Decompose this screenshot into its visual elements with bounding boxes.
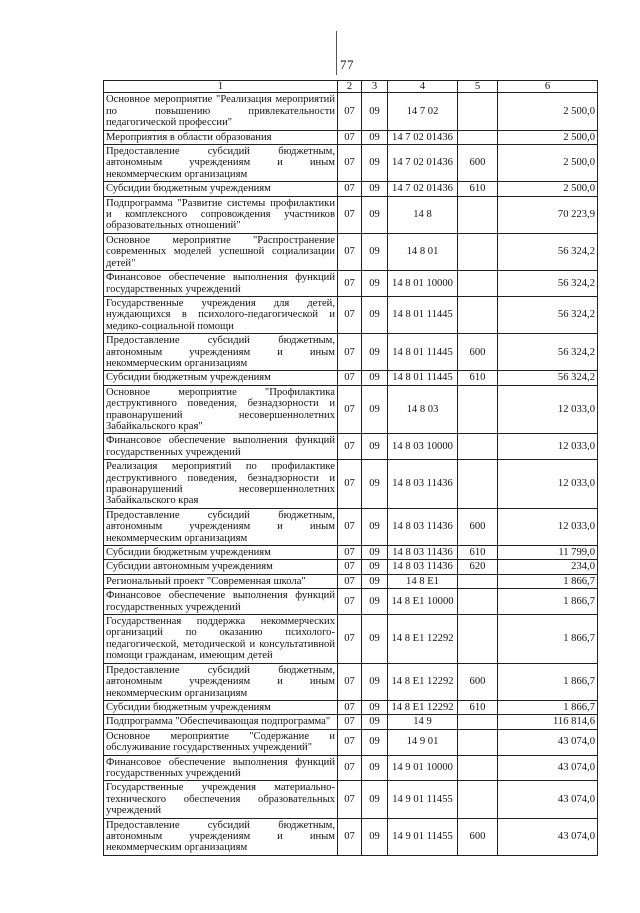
cell-subsection: 09 [362,385,388,434]
table-row [104,334,598,371]
table-row [104,182,598,196]
cell-subsection: 09 [362,182,388,196]
cell-target-code: 14 8 E1 [388,574,458,588]
table-row [104,233,598,270]
cell-amount: 70 223,9 [498,196,598,233]
cell-expense-type [458,93,498,130]
cell-amount: 12 033,0 [498,434,598,460]
cell-expense-type [458,296,498,333]
cell-amount: 56 324,2 [498,334,598,371]
cell-target-code: 14 8 03 11436 [388,546,458,560]
cell-section: 07 [338,755,362,781]
cell-expense-type: 600 [458,663,498,700]
cell-name: Предоставление субсидий бюджетным, автономным учреждениям и иным некоммерческим организациям [104,508,338,545]
cell-target-code: 14 9 01 10000 [388,755,458,781]
cell-expense-type [458,196,498,233]
cell-expense-type [458,271,498,297]
cell-amount: 11 799,0 [498,546,598,560]
cell-section: 07 [338,508,362,545]
table-header [104,81,598,93]
cell-name: Предоставление субсидий бюджетным, автономным учреждениям и иным некоммерческим организациям [104,663,338,700]
cell-name: Финансовое обеспечение выполнения функций государственных учреждений [104,434,338,460]
cell-name: Предоставление субсидий бюджетным, автономным учреждениям и иным некоммерческим организациям [104,818,338,855]
cell-expense-type [458,715,498,729]
cell-target-code: 14 8 [388,196,458,233]
cell-amount: 56 324,2 [498,371,598,385]
cell-name: Государственные учреждения для детей, нуждающихся в психолого-педагогической и медико-социальной помощи [104,296,338,333]
page-number: 77 [340,57,354,72]
table-row [104,818,598,855]
cell-expense-type [458,589,498,615]
table-row [104,508,598,545]
cell-expense-type [458,615,498,664]
cell-name: Субсидии автономным учреждениям [104,560,338,574]
table-row [104,371,598,385]
table-row [104,589,598,615]
cell-name: Субсидии бюджетным учреждениям [104,371,338,385]
cell-subsection: 09 [362,818,388,855]
cell-subsection: 09 [362,755,388,781]
cell-name: Предоставление субсидий бюджетным, автономным учреждениям и иным некоммерческим организациям [104,145,338,182]
cell-expense-type [458,434,498,460]
cell-target-code: 14 8 E1 12292 [388,615,458,664]
cell-name: Основное мероприятие "Содержание и обслуживание государственных учреждений" [104,729,338,755]
cell-section: 07 [338,233,362,270]
cell-section: 07 [338,700,362,714]
table-row [104,615,598,664]
table-row [104,574,598,588]
cell-expense-type: 610 [458,371,498,385]
cell-section: 07 [338,460,362,509]
cell-subsection: 09 [362,196,388,233]
cell-name: Основное мероприятие "Профилактика деструктивного поведения, безнадзорности и правонарушений несовершеннолетних Забайкальского края" [104,385,338,434]
cell-amount: 1 866,7 [498,574,598,588]
cell-target-code: 14 8 01 10000 [388,271,458,297]
cell-amount: 1 866,7 [498,700,598,714]
cell-subsection: 09 [362,371,388,385]
cell-name: Основное мероприятие "Реализация мероприятий по повышению привлекательности педагогической профессии" [104,93,338,130]
cell-amount: 2 500,0 [498,182,598,196]
cell-name: Финансовое обеспечение выполнения функций государственных учреждений [104,589,338,615]
cell-subsection: 09 [362,729,388,755]
cell-section: 07 [338,589,362,615]
cell-expense-type [458,460,498,509]
cell-section: 07 [338,334,362,371]
cell-section: 07 [338,781,362,818]
cell-expense-type: 600 [458,818,498,855]
cell-amount: 1 866,7 [498,589,598,615]
table-body [104,93,598,855]
cell-amount: 43 074,0 [498,729,598,755]
cell-section: 07 [338,130,362,144]
cell-target-code: 14 8 03 10000 [388,434,458,460]
cell-expense-type: 610 [458,700,498,714]
cell-amount: 2 500,0 [498,130,598,144]
cell-expense-type [458,781,498,818]
cell-name: Субсидии бюджетным учреждениям [104,546,338,560]
cell-subsection: 09 [362,663,388,700]
cell-amount: 234,0 [498,560,598,574]
cell-section: 07 [338,560,362,574]
cell-subsection: 09 [362,93,388,130]
header-col-2: 2 [338,81,362,93]
table-row [104,196,598,233]
cell-expense-type: 600 [458,334,498,371]
cell-amount: 12 033,0 [498,460,598,509]
cell-name: Субсидии бюджетным учреждениям [104,700,338,714]
cell-section: 07 [338,663,362,700]
cell-target-code: 14 8 01 11445 [388,334,458,371]
cell-name: Региональный проект "Современная школа" [104,574,338,588]
cell-subsection: 09 [362,334,388,371]
cell-subsection: 09 [362,700,388,714]
cell-name: Подпрограмма "Развитие системы профилактики и комплексного сопровождения участников образовательных отношений" [104,196,338,233]
cell-amount: 56 324,2 [498,296,598,333]
table-row [104,385,598,434]
cell-amount: 1 866,7 [498,663,598,700]
table-row [104,755,598,781]
cell-amount: 1 866,7 [498,615,598,664]
cell-amount: 12 033,0 [498,385,598,434]
cell-subsection: 09 [362,460,388,509]
cell-expense-type: 610 [458,182,498,196]
cell-subsection: 09 [362,508,388,545]
cell-section: 07 [338,93,362,130]
cell-subsection: 09 [362,546,388,560]
table-row [104,296,598,333]
cell-section: 07 [338,385,362,434]
table-row [104,700,598,714]
cell-subsection: 09 [362,233,388,270]
cell-target-code: 14 8 03 11436 [388,560,458,574]
cell-name: Реализация мероприятий по профилактике деструктивного поведения, безнадзорности и правонарушений несовершеннолетних Забайкальского края [104,460,338,509]
header-col-1: 1 [104,81,338,93]
cell-target-code: 14 8 E1 10000 [388,589,458,615]
cell-target-code: 14 8 E1 12292 [388,700,458,714]
header-col-3: 3 [362,81,388,93]
cell-target-code: 14 8 01 11445 [388,296,458,333]
cell-target-code: 14 8 E1 12292 [388,663,458,700]
header-row [104,81,598,93]
cell-section: 07 [338,729,362,755]
cell-target-code: 14 9 01 11455 [388,781,458,818]
cell-expense-type: 600 [458,508,498,545]
cell-section: 07 [338,434,362,460]
cell-name: Подпрограмма "Обеспечивающая подпрограмма" [104,715,338,729]
cell-target-code: 14 7 02 01436 [388,145,458,182]
cell-name: Мероприятия в области образования [104,130,338,144]
cell-amount: 43 074,0 [498,781,598,818]
budget-table [103,80,598,856]
cell-expense-type [458,130,498,144]
cell-amount: 12 033,0 [498,508,598,545]
cell-subsection: 09 [362,574,388,588]
table-row [104,271,598,297]
table-row [104,560,598,574]
cell-amount: 56 324,2 [498,233,598,270]
cell-expense-type [458,755,498,781]
cell-subsection: 09 [362,434,388,460]
cell-target-code: 14 9 01 11455 [388,818,458,855]
cell-amount: 2 500,0 [498,93,598,130]
cell-name: Предоставление субсидий бюджетным, автономным учреждениям и иным некоммерческим организациям [104,334,338,371]
cell-section: 07 [338,271,362,297]
cell-section: 07 [338,182,362,196]
table-row [104,145,598,182]
table-row [104,663,598,700]
header-col-5: 5 [458,81,498,93]
cell-amount: 43 074,0 [498,818,598,855]
header-col-6: 6 [498,81,598,93]
table-row [104,460,598,509]
cell-subsection: 09 [362,296,388,333]
cell-subsection: 09 [362,145,388,182]
cell-subsection: 09 [362,130,388,144]
cell-amount: 43 074,0 [498,755,598,781]
cell-section: 07 [338,296,362,333]
cell-name: Государственная поддержка некоммерческих организаций по оказанию психолого-педагогической, методической и консультативной помощи гражданам, имеющим детей [104,615,338,664]
cell-section: 07 [338,546,362,560]
cell-target-code: 14 8 01 11445 [388,371,458,385]
cell-target-code: 14 7 02 01436 [388,130,458,144]
table-row [104,434,598,460]
cell-target-code: 14 8 03 [388,385,458,434]
cell-amount: 116 814,6 [498,715,598,729]
cell-subsection: 09 [362,715,388,729]
cell-section: 07 [338,818,362,855]
cell-expense-type [458,729,498,755]
table-row [104,715,598,729]
table-row [104,130,598,144]
cell-target-code: 14 7 02 [388,93,458,130]
cell-target-code: 14 9 01 [388,729,458,755]
cell-section: 07 [338,196,362,233]
cell-section: 07 [338,371,362,385]
cell-expense-type: 600 [458,145,498,182]
cell-expense-type [458,233,498,270]
cell-target-code: 14 8 03 11436 [388,460,458,509]
cell-name: Государственные учреждения материально-технического обеспечения образовательных учреждений [104,781,338,818]
cell-target-code: 14 8 03 11436 [388,508,458,545]
cell-name: Финансовое обеспечение выполнения функций государственных учреждений [104,271,338,297]
cell-target-code: 14 7 02 01436 [388,182,458,196]
cell-name: Финансовое обеспечение выполнения функций государственных учреждений [104,755,338,781]
cell-subsection: 09 [362,589,388,615]
cell-amount: 56 324,2 [498,271,598,297]
cell-expense-type: 620 [458,560,498,574]
cell-target-code: 14 8 01 [388,233,458,270]
cell-expense-type [458,574,498,588]
cell-name: Основное мероприятие "Распространение современных моделей успешной социализации детей" [104,233,338,270]
table-row [104,546,598,560]
cell-expense-type: 610 [458,546,498,560]
cell-expense-type [458,385,498,434]
cell-subsection: 09 [362,560,388,574]
cell-subsection: 09 [362,781,388,818]
table-row [104,93,598,130]
table-row [104,729,598,755]
cell-section: 07 [338,145,362,182]
cell-section: 07 [338,715,362,729]
cell-amount: 2 500,0 [498,145,598,182]
cell-target-code: 14 9 [388,715,458,729]
cell-section: 07 [338,615,362,664]
cell-section: 07 [338,574,362,588]
header-col-4: 4 [388,81,458,93]
cell-subsection: 09 [362,271,388,297]
cell-subsection: 09 [362,615,388,664]
cell-name: Субсидии бюджетным учреждениям [104,182,338,196]
table-row [104,781,598,818]
